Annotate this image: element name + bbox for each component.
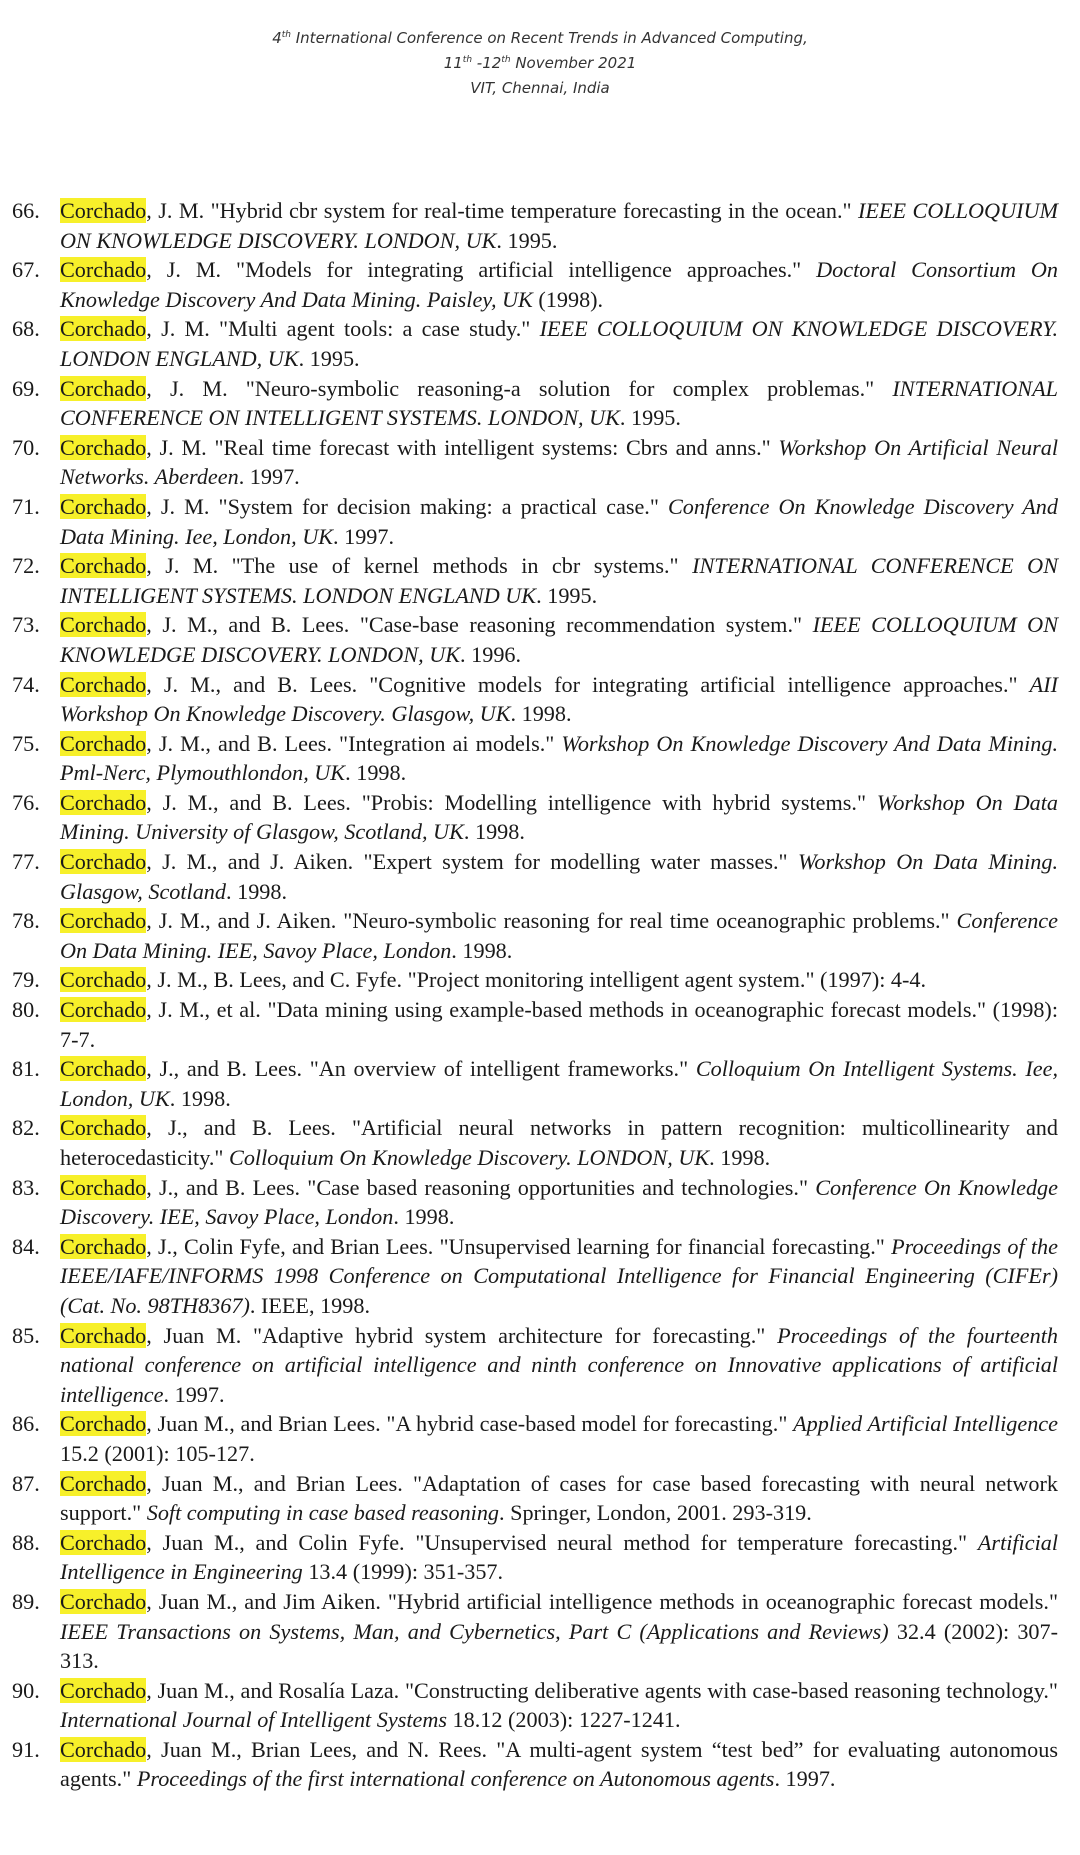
reference-item bbox=[0, 965, 1080, 995]
reference-item bbox=[0, 1173, 1080, 1232]
reference-venue: Doctoral Consortium On Knowledge Discovery And Data Mining. Paisley, UK bbox=[60, 257, 1058, 312]
reference-number: 89. bbox=[12, 1588, 40, 1614]
reference-suffix: 18.12 (2003): 1227-1241. bbox=[447, 1707, 681, 1733]
conference-ordinal: 4 bbox=[272, 29, 282, 47]
reference-venue: Workshop On Knowledge Discovery And Data Mining. Pml-Nerc, Plymouthlondon, UK bbox=[60, 730, 1059, 786]
highlighted-author: Corchado bbox=[60, 1115, 147, 1141]
reference-item bbox=[0, 551, 1080, 610]
reference-item bbox=[0, 492, 1080, 551]
reference-item bbox=[0, 670, 1080, 729]
reference-suffix: . 1996. bbox=[460, 641, 522, 667]
reference-text: , J., and B. Lees. "Artificial neural networks in pattern recognition: multicollinearity and heterocedasticity." bbox=[60, 1115, 1058, 1170]
date-start-suffix: th bbox=[462, 55, 473, 65]
reference-text: , Juan M., and Brian Lees. "A hybrid case-based model for forecasting." bbox=[146, 1411, 794, 1437]
reference-number: 70. bbox=[12, 434, 40, 460]
reference-item bbox=[0, 995, 1080, 1054]
reference-text: , J. M., and J. Aiken. "Neuro-symbolic reasoning for real time oceanographic problems." bbox=[146, 908, 957, 934]
reference-suffix: . 1998. bbox=[709, 1145, 771, 1170]
highlighted-author: Corchado bbox=[60, 1056, 147, 1082]
reference-number: 71. bbox=[12, 493, 40, 519]
reference-number: 73. bbox=[12, 612, 40, 638]
reference-venue: IEEE COLLOQUIUM ON KNOWLEDGE DISCOVERY. LONDON, UK bbox=[60, 198, 1058, 253]
reference-suffix: . 1998. bbox=[345, 760, 407, 786]
reference-number: 86. bbox=[12, 1411, 40, 1437]
reference-number: 77. bbox=[12, 849, 40, 875]
conference-venue: VIT, Chennai, India bbox=[470, 79, 610, 97]
highlighted-author: Corchado bbox=[60, 789, 147, 815]
reference-suffix: . 1998. bbox=[463, 819, 525, 845]
reference-number: 75. bbox=[12, 730, 40, 756]
highlighted-author: Corchado bbox=[60, 375, 147, 401]
reference-number: 83. bbox=[12, 1174, 40, 1200]
reference-number: 78. bbox=[12, 908, 40, 934]
reference-suffix: . 1995. bbox=[496, 227, 558, 253]
reference-item bbox=[0, 847, 1080, 906]
date-end-suffix: th bbox=[501, 55, 511, 65]
reference-number: 88. bbox=[12, 1529, 40, 1555]
highlighted-author: Corchado bbox=[60, 198, 147, 223]
reference-text: , Juan M., and Jim Aiken. "Hybrid artificial intelligence methods in oceanographic forecast models." bbox=[146, 1588, 1058, 1614]
reference-item bbox=[0, 1587, 1080, 1676]
reference-venue: Workshop On Data Mining. Glasgow, Scotland bbox=[60, 849, 1058, 904]
reference-number: 80. bbox=[12, 997, 40, 1023]
highlighted-author: Corchado bbox=[60, 1677, 147, 1703]
highlighted-author: Corchado bbox=[60, 908, 147, 934]
reference-suffix: 15.2 (2001): 105-127. bbox=[60, 1440, 255, 1466]
reference-suffix: . 1997. bbox=[238, 464, 300, 490]
reference-suffix: . 1998. bbox=[169, 1085, 231, 1111]
reference-suffix: . Springer, London, 2001. 293-319. bbox=[499, 1500, 812, 1526]
highlighted-author: Corchado bbox=[60, 1174, 147, 1200]
reference-suffix: . 1998. bbox=[510, 701, 572, 727]
reference-venue: Colloquium On Intelligent Systems. Iee, London, UK bbox=[60, 1056, 1059, 1111]
reference-item bbox=[0, 788, 1080, 847]
reference-item bbox=[0, 196, 1080, 255]
reference-venue: IEEE Transactions on Systems, Man, and Cybernetics, Part C (Applications and Reviews) bbox=[60, 1618, 889, 1644]
reference-text: , J., and B. Lees. "Case based reasoning opportunities and technologies." bbox=[146, 1174, 816, 1200]
reference-list bbox=[0, 196, 1080, 1794]
highlighted-author: Corchado bbox=[60, 1322, 147, 1348]
reference-venue: IEEE COLLOQUIUM ON KNOWLEDGE DISCOVERY. LONDON ENGLAND, UK bbox=[60, 316, 1058, 371]
highlighted-author: Corchado bbox=[60, 849, 147, 875]
reference-text: , Juan M., and Brian Lees. "Adaptation of cases for case based forecasting with neural network support." bbox=[60, 1470, 1058, 1526]
reference-text: , J. M., and J. Aiken. "Expert system for modelling water masses." bbox=[146, 849, 798, 875]
reference-text: , J. M., and B. Lees. "Probis: Modelling intelligence with hybrid systems." bbox=[146, 789, 877, 815]
reference-suffix: . 1997. bbox=[163, 1381, 225, 1407]
reference-suffix: . 1995. bbox=[619, 405, 681, 431]
highlighted-author: Corchado bbox=[60, 434, 147, 460]
reference-number: 72. bbox=[12, 553, 40, 579]
reference-suffix: (1998). bbox=[532, 286, 604, 312]
reference-venue: INTERNATIONAL CONFERENCE ON INTELLIGENT SYSTEMS. LONDON ENGLAND UK bbox=[60, 553, 1058, 608]
reference-number: 67. bbox=[12, 257, 40, 283]
highlighted-author: Corchado bbox=[60, 1470, 147, 1496]
reference-suffix: . 1995. bbox=[298, 345, 360, 371]
reference-number: 69. bbox=[12, 375, 40, 401]
reference-number: 76. bbox=[12, 789, 40, 815]
conference-dates bbox=[0, 51, 1080, 76]
reference-item bbox=[0, 1113, 1080, 1172]
reference-text: , Juan M., and Rosalía Laza. "Constructing deliberative agents with case-based reasoning technology." bbox=[146, 1677, 1058, 1703]
highlighted-author: Corchado bbox=[60, 1411, 147, 1437]
reference-suffix: . 1997. bbox=[774, 1766, 836, 1792]
reference-venue: Proceedings of the IEEE/IAFE/INFORMS 1998 Conference on Computational Intelligence for Financial Engineering (CIFEr)(Cat. No. 98TH8367) bbox=[60, 1233, 1058, 1318]
highlighted-author: Corchado bbox=[60, 1233, 147, 1259]
highlighted-author: Corchado bbox=[60, 730, 147, 756]
reference-venue: Proceedings of the fourteenth national conference on artificial intelligence and ninth conference on Innovative applications of artificial intelligence bbox=[60, 1322, 1058, 1407]
reference-item bbox=[0, 610, 1080, 669]
reference-text: , J. M., et al. "Data mining using example-based methods in oceanographic forecast models." (1998): 7-7. bbox=[60, 997, 1058, 1052]
highlighted-author: Corchado bbox=[60, 1736, 147, 1762]
reference-text: , J. M. "System for decision making: a practical case." bbox=[146, 493, 668, 519]
conference-name: International Conference on Recent Trends in Advanced Computing, bbox=[290, 29, 808, 47]
reference-venue: Conference On Knowledge Discovery. IEE, Savoy Place, London bbox=[60, 1174, 1059, 1230]
reference-venue: IEEE COLLOQUIUM ON KNOWLEDGE DISCOVERY. LONDON, UK bbox=[60, 612, 1059, 667]
reference-number: 85. bbox=[12, 1322, 40, 1348]
reference-text: , J. M. "The use of kernel methods in cbr systems." bbox=[146, 553, 693, 579]
date-month-year: November 2021 bbox=[510, 54, 637, 72]
reference-suffix: . 1997. bbox=[333, 523, 395, 549]
highlighted-author: Corchado bbox=[60, 493, 147, 519]
reference-item bbox=[0, 1528, 1080, 1587]
reference-text: , Juan M. "Adaptive hybrid system architecture for forecasting." bbox=[146, 1322, 778, 1348]
reference-venue: Applied Artificial Intelligence bbox=[793, 1411, 1058, 1437]
reference-number: 79. bbox=[12, 967, 40, 993]
reference-text: , J. M. "Neuro-symbolic reasoning-a solution for complex problemas." bbox=[146, 375, 893, 401]
reference-suffix: 13.4 (1999): 351-357. bbox=[302, 1559, 504, 1585]
reference-item bbox=[0, 1321, 1080, 1410]
reference-number: 87. bbox=[12, 1470, 40, 1496]
reference-venue: Conference On Knowledge Discovery And Data Mining. Iee, London, UK bbox=[60, 493, 1058, 549]
reference-venue: Artificial Intelligence in Engineering bbox=[60, 1529, 1058, 1585]
highlighted-author: Corchado bbox=[60, 612, 147, 638]
reference-number: 82. bbox=[12, 1115, 40, 1141]
reference-text: , J. M. "Real time forecast with intelligent systems: Cbrs and anns." bbox=[146, 434, 779, 460]
highlighted-author: Corchado bbox=[60, 997, 147, 1023]
reference-text: , J. M., B. Lees, and C. Fyfe. "Project monitoring intelligent agent system." (1997): 4-4. bbox=[146, 967, 927, 993]
reference-venue: INTERNATIONAL CONFERENCE ON INTELLIGENT SYSTEMS. LONDON, UK bbox=[60, 375, 1058, 431]
reference-item bbox=[0, 1232, 1080, 1321]
highlighted-author: Corchado bbox=[60, 553, 147, 579]
reference-item bbox=[0, 1054, 1080, 1113]
reference-item bbox=[0, 314, 1080, 373]
highlighted-author: Corchado bbox=[60, 316, 147, 342]
reference-venue: Proceedings of the first international conference on Autonomous agents bbox=[136, 1766, 775, 1792]
reference-number: 74. bbox=[12, 671, 40, 697]
highlighted-author: Corchado bbox=[60, 1588, 147, 1614]
highlighted-author: Corchado bbox=[60, 257, 147, 283]
reference-venue: Soft computing in case based reasoning bbox=[146, 1500, 500, 1526]
reference-number: 66. bbox=[12, 198, 40, 223]
reference-item bbox=[0, 729, 1080, 788]
highlighted-author: Corchado bbox=[60, 671, 147, 697]
reference-text: , J. M. "Models for integrating artificial intelligence approaches." bbox=[146, 257, 817, 283]
reference-venue: AII Workshop On Knowledge Discovery. Glasgow, UK bbox=[60, 671, 1058, 727]
reference-venue: Workshop On Data Mining. University of Glasgow, Scotland, UK bbox=[60, 789, 1058, 845]
reference-item bbox=[0, 255, 1080, 314]
reference-text: , J., Colin Fyfe, and Brian Lees. "Unsupervised learning for financial forecasting." bbox=[146, 1233, 892, 1259]
reference-venue: Colloquium On Knowledge Discovery. LONDON, UK bbox=[229, 1145, 710, 1170]
reference-suffix: . 1998. bbox=[393, 1204, 455, 1230]
reference-item bbox=[0, 906, 1080, 965]
reference-item bbox=[0, 433, 1080, 492]
highlighted-author: Corchado bbox=[60, 967, 147, 993]
reference-text: , J. M. "Multi agent tools: a case study." bbox=[146, 316, 540, 342]
reference-text: , J. M. "Hybrid cbr system for real-time temperature forecasting in the ocean." bbox=[146, 198, 859, 223]
reference-venue: International Journal of Intelligent Systems bbox=[60, 1707, 447, 1733]
reference-text: , Juan M., and Colin Fyfe. "Unsupervised neural method for temperature forecasting." bbox=[146, 1529, 978, 1555]
reference-venue: Conference On Data Mining. IEE, Savoy Place, London bbox=[60, 908, 1058, 963]
reference-text: , J. M., and B. Lees. "Cognitive models for integrating artificial intelligence approaches." bbox=[146, 671, 1030, 697]
reference-text: , J. M., and B. Lees. "Case-base reasoning recommendation system." bbox=[146, 612, 813, 638]
reference-text: , J., and B. Lees. "An overview of intelligent frameworks." bbox=[146, 1056, 696, 1082]
reference-suffix: . 1995. bbox=[536, 582, 598, 608]
reference-text: , J. M., and B. Lees. "Integration ai models." bbox=[146, 730, 562, 756]
reference-number: 90. bbox=[12, 1677, 40, 1703]
reference-text: , Juan M., Brian Lees, and N. Rees. "A multi-agent system “test bed” for evaluating autonomous agents." bbox=[60, 1736, 1058, 1792]
highlighted-author: Corchado bbox=[60, 1529, 147, 1555]
conference-title bbox=[0, 26, 1080, 51]
reference-number: 68. bbox=[12, 316, 40, 342]
reference-suffix: 32.4 (2002): 307-313. bbox=[60, 1618, 1058, 1674]
reference-number: 81. bbox=[12, 1056, 40, 1082]
date-end: -12 bbox=[472, 54, 502, 72]
reference-item bbox=[0, 374, 1080, 433]
reference-item bbox=[0, 1735, 1080, 1794]
reference-venue: Workshop On Artificial Neural Networks. Aberdeen bbox=[60, 434, 1059, 490]
ordinal-suffix: th bbox=[281, 30, 291, 40]
reference-item bbox=[0, 1469, 1080, 1528]
reference-item bbox=[0, 1409, 1080, 1468]
reference-item bbox=[0, 1676, 1080, 1735]
reference-suffix: . 1998. bbox=[226, 878, 288, 904]
reference-number: 84. bbox=[12, 1233, 40, 1259]
reference-suffix: . 1998. bbox=[451, 937, 513, 963]
reference-number: 91. bbox=[12, 1736, 40, 1762]
reference-suffix: . IEEE, 1998. bbox=[249, 1292, 371, 1318]
page-header bbox=[0, 26, 1080, 101]
date-start: 11 bbox=[443, 54, 463, 72]
